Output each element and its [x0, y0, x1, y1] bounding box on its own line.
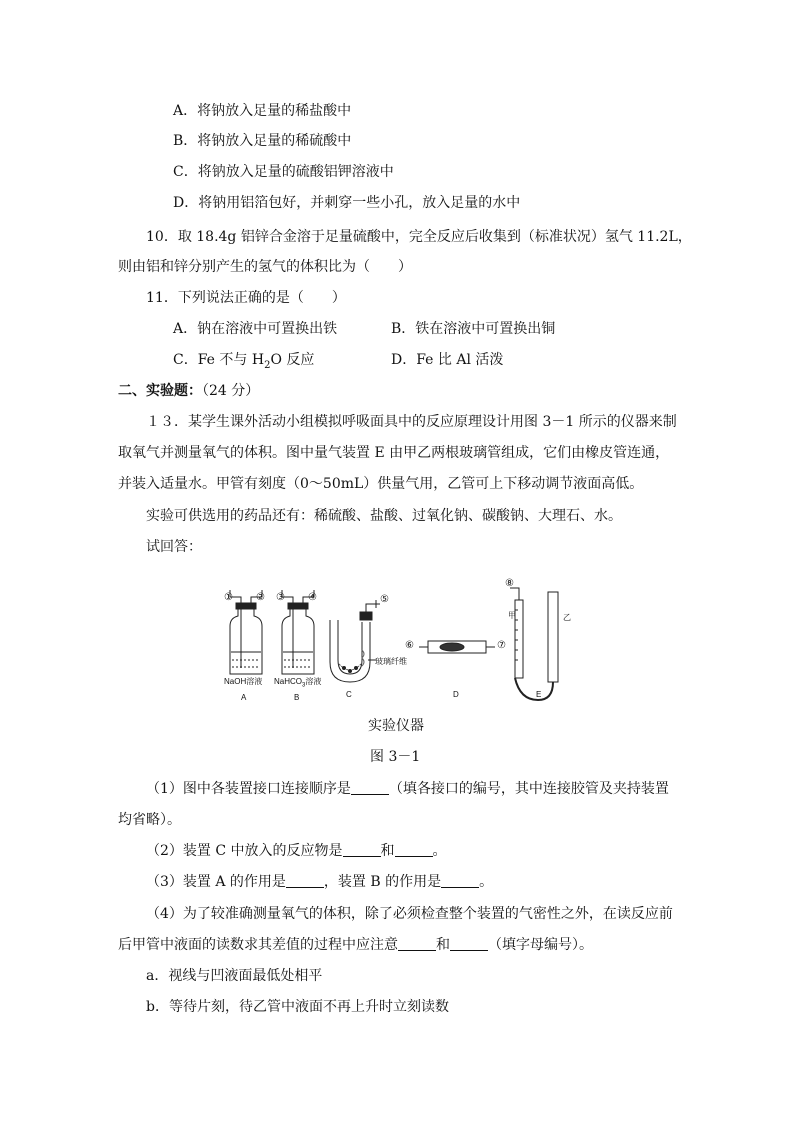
q13-line1: １３．某学生课外活动小组模拟呼吸面具中的反应原理设计用图 3－1 所示的仪器来制	[146, 414, 677, 430]
solution-label-a: NaOH溶液	[224, 677, 263, 686]
port-label-7: ⑦	[497, 640, 506, 651]
q4-line2: 后甲管中液面的读数求其差值的过程中应注意 和 （填字母编号）。	[118, 937, 593, 953]
answer-blank[interactable]	[395, 842, 433, 857]
glass-fiber-label: 玻璃纤维	[375, 657, 407, 666]
q10-line1: 10．取 18.4g 铝锌合金溶于足量硫酸中，完全反应后收集到（标准状况）氢气 11.2L，	[146, 229, 692, 245]
answer-blank[interactable]	[343, 842, 381, 857]
device-label-a: A	[241, 693, 247, 702]
q10-line2: 则由铝和锌分别产生的氢气的体积比为（ ）	[118, 259, 412, 275]
device-label-d: D	[453, 690, 459, 699]
figure-number: 图 3－1	[370, 749, 421, 765]
q11-stem: 11．下列说法正确的是（ ）	[146, 290, 346, 306]
port-label-6: ⑥	[405, 640, 414, 651]
u-tube-c	[330, 600, 380, 682]
q11-option-d: D．Fe 比 Al 活泼	[391, 352, 504, 368]
q9-option-d: D．将钠用铝箔包好，并刺穿一些小孔，放入足量的水中	[173, 195, 521, 211]
port-label-4: ④	[308, 592, 317, 603]
device-label-b: B	[294, 693, 300, 702]
section-heading: 二、实验题：（24 分）	[118, 383, 260, 399]
device-label-e: E	[536, 690, 542, 699]
answer-blank[interactable]	[286, 873, 324, 888]
answer-blank[interactable]	[441, 873, 479, 888]
q11-option-a: A．钠在溶液中可置换出铁	[173, 321, 338, 337]
tube-jia-label: 甲	[508, 611, 516, 620]
q9-option-a: A．将钠放入足量的稀盐酸中	[173, 103, 352, 119]
q9-option-c: C．将钠放入足量的硫酸铝钾溶液中	[173, 164, 394, 180]
q4-option-b: b．等待片刻，待乙管中液面不再上升时立刻读数	[146, 999, 449, 1015]
q11-option-c: C．Fe 不与 $H_2O$ 反应	[173, 352, 315, 371]
answer-blank[interactable]	[351, 780, 389, 795]
solution-label-b: NaHCO$_3$溶液	[274, 677, 322, 689]
answer-blank[interactable]	[398, 936, 436, 951]
port-label-5: ⑤	[380, 594, 389, 605]
figure-caption: 实验仪器	[368, 718, 424, 734]
q1-line2: 均省略）。	[118, 812, 181, 828]
port-label-8: ⑧	[505, 578, 514, 589]
q4-line1: （4）为了较准确测量氧气的体积，除了必须检查整个装置的气密性之外，在读反应前	[146, 906, 673, 922]
gas-burette-e	[510, 588, 558, 700]
answer-blank[interactable]	[450, 936, 488, 951]
q1-line1: （1）图中各装置接口连接顺序是 （填各接口的编号，其中连接胶管及夹持装置	[146, 781, 669, 797]
q13-line2: 取氧气并测量氧气的体积。图中量气装置 E 由甲乙两根玻璃管组成，它们由橡皮管连通，	[118, 445, 670, 461]
port-label-1: ①	[224, 592, 233, 603]
port-label-2: ②	[256, 592, 265, 603]
q4-option-a: a．视线与凹液面最低处相平	[146, 968, 323, 984]
q3-line: （3）装置 A 的作用是 ，装置 B 的作用是 。	[146, 874, 494, 890]
q11-option-b: B．铁在溶液中可置换出铜	[391, 321, 556, 337]
device-label-c: C	[346, 690, 352, 699]
tube-yi-label: 乙	[563, 613, 571, 622]
q2-line: （2）装置 C 中放入的反应物是 和 。	[146, 843, 447, 859]
port-label-3: ③	[276, 592, 285, 603]
tube-d	[419, 641, 495, 653]
q13-line4: 实验可供选用的药品还有：稀硫酸、盐酸、过氧化钠、碳酸钠、大理石、水。	[146, 508, 622, 524]
q9-option-b: B．将钠放入足量的稀硫酸中	[173, 133, 352, 149]
q13-line3: 并装入适量水。甲管有刻度（0～50mL）供量气用，乙管可上下移动调节液面高低。	[118, 476, 644, 492]
q13-line5: 试回答：	[146, 539, 202, 555]
